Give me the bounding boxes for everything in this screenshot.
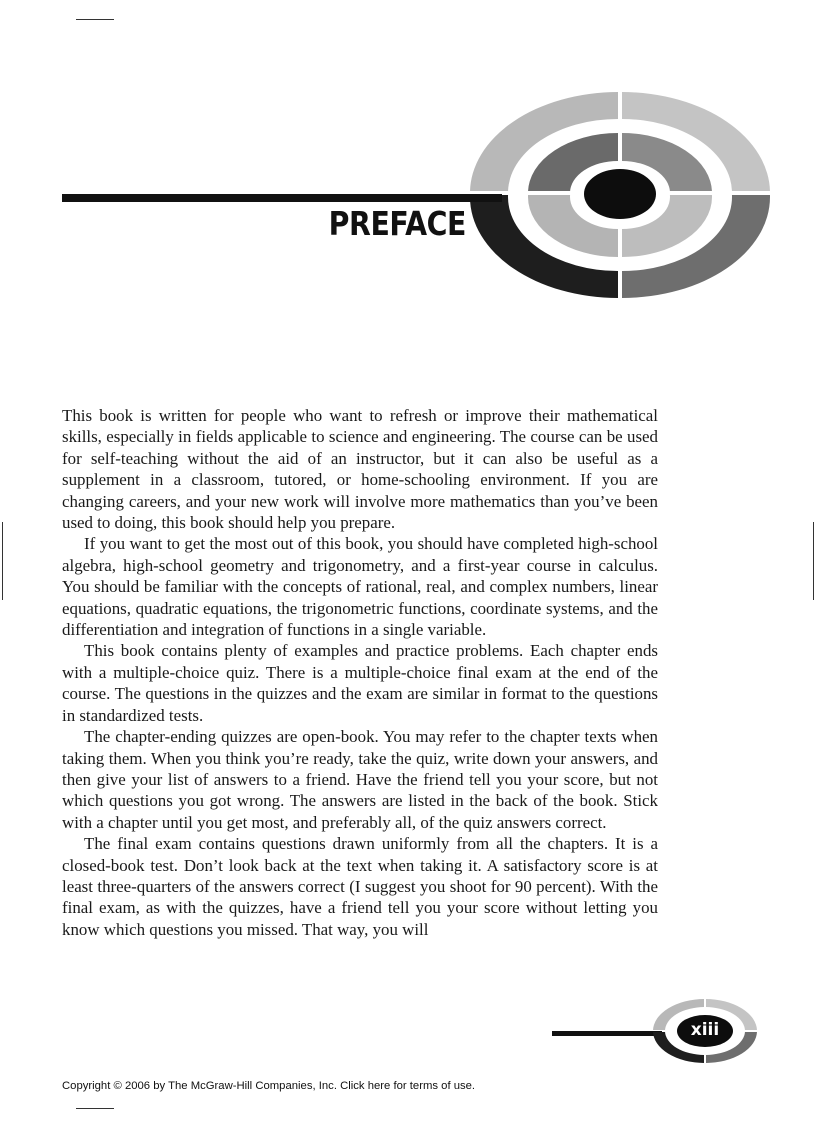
page-number: xiii xyxy=(690,1020,720,1040)
body-text xyxy=(62,405,658,940)
crop-mark xyxy=(2,522,3,600)
footer-rule xyxy=(552,1031,662,1036)
paragraph: The final exam contains questions drawn uniformly from all the chapters. It is a closed-book test. Don’t look back at the text when taking it. A satisfactory score is at least three-quarters of the answers correct (I suggest you shoot for 90 percent). With the final exam, as with the quizzes, have a friend tell you your score without letting you know which questions you missed. That way, you will xyxy=(62,834,658,939)
bullseye-center xyxy=(584,169,656,219)
chapter-title-rule xyxy=(62,194,502,202)
chapter-ring-emblem xyxy=(470,90,770,300)
crop-mark xyxy=(76,19,114,20)
paragraph: This book is written for people who want to refresh or improve their mathematical skills, especially in fields applicable to science and engineering. The course can be used for self-teaching without the aid of an instructor, but it can also be useful as a supplement in a classroom, tutored, or home-schooling environment. If you are changing careers, and your new work will involve more mathematics than you’ve been used to doing, this book should help you prepare. xyxy=(62,406,658,533)
paragraph: This book contains plenty of examples and practice problems. Each chapter ends with a multiple-choice quiz. There is a multiple-choice final exam at the end of the course. The questions in the quizzes and the exam are similar in format to the questions in standardized tests. xyxy=(62,641,658,725)
paragraph: The chapter-ending quizzes are open-book. You may refer to the chapter texts when taking them. When you think you’re ready, take the quiz, write down your answers, and then give your list of answers to a friend. Have the friend tell you your score, but not which questions you got wrong. The answers are listed in the back of the book. Stick with a chapter until you get most, and preferably all, of the quiz answers correct. xyxy=(62,727,658,832)
copyright-link[interactable]: Copyright © 2006 by The McGraw-Hill Companies, Inc. Click here for terms of use. xyxy=(62,1080,476,1092)
chapter-title: PREFACE xyxy=(328,204,466,243)
crop-mark xyxy=(76,1108,114,1109)
crop-mark xyxy=(813,522,814,600)
paragraph: If you want to get the most out of this book, you should have completed high-school algebra, high-school geometry and trigonometry, and a first-year course in calculus. You should be familiar with the concepts of rational, real, and complex numbers, linear equations, quadratic equations, the trigonometric functions, coordinate systems, and the differentiation and integration of functions in a single variable. xyxy=(62,534,658,640)
